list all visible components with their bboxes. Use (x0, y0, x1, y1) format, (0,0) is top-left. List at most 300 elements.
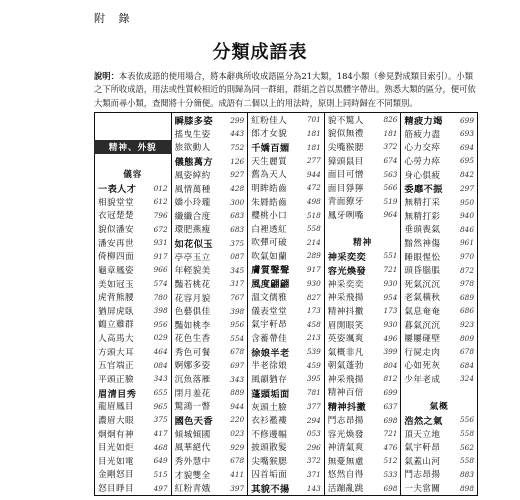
idiom-row (401, 127, 477, 141)
group-lead-idiom-row (172, 113, 248, 127)
idiom-category-table (94, 112, 478, 496)
idiom-text: 鬥志昂揚 (327, 416, 364, 427)
idiom-text: 才貌雙全 (174, 470, 211, 481)
idiom-row (401, 345, 477, 359)
idiom-row (401, 223, 477, 237)
page-number: 889 (230, 388, 245, 398)
idiom-row (248, 168, 324, 182)
page-number: 678 (230, 456, 245, 466)
group-lead-idiom-row (401, 113, 477, 127)
group-lead-idiom-row (172, 236, 248, 250)
idiom-text: 傾城傾國 (174, 429, 211, 440)
page-number: 698 (383, 483, 398, 493)
idiom-text: 悠然自得 (327, 470, 364, 481)
idiom-text: 神采奕奕 (327, 251, 367, 263)
idiom-text: 紅粉青娥 (174, 484, 211, 495)
group-lead-idiom-row (248, 345, 324, 359)
idiom-row (401, 359, 477, 373)
page-number: 377 (306, 402, 321, 412)
idiom-text: 亭亭玉立 (174, 252, 211, 263)
idiom-text: 怒目睜目 (98, 484, 134, 495)
page-number: 515 (153, 469, 168, 479)
idiom-text: 櫻桃小口 (251, 211, 288, 222)
page-number: 397 (230, 483, 245, 493)
idiom-text: 鬥志昂揚 (404, 470, 441, 481)
page-number: 721 (383, 265, 398, 275)
page-number: 929 (230, 442, 245, 452)
page-number: 649 (153, 456, 168, 466)
page-number: 781 (306, 388, 321, 398)
idiom-text: 垂頭喪氣 (404, 225, 441, 236)
page-number: 558 (460, 429, 474, 439)
page-number: 126 (230, 156, 245, 166)
idiom-row (401, 195, 477, 209)
idiom-row (95, 331, 171, 345)
idiom-text: 氣宇軒昂 (404, 443, 441, 454)
page-number: 872 (460, 265, 474, 275)
idiom-row (401, 168, 477, 182)
spacer-row (95, 127, 171, 141)
page-number: 296 (306, 442, 321, 452)
idiom-row (325, 277, 401, 291)
intro-label: 說明： (94, 71, 119, 81)
idiom-row (172, 182, 248, 196)
category-heading: 精神、外貌 (94, 140, 172, 154)
idiom-text: 衣冠楚楚 (98, 211, 134, 222)
table-column (401, 113, 477, 495)
idiom-row (325, 208, 401, 222)
idiom-text: 神采飛揚 (327, 374, 364, 385)
idiom-row (401, 209, 477, 223)
page-number: 459 (306, 360, 321, 370)
page-number: 931 (153, 238, 168, 248)
table-column (248, 113, 325, 495)
page-number: 767 (230, 293, 245, 303)
idiom-text: 死氣沉沉 (404, 279, 441, 290)
page-number: 554 (230, 333, 245, 343)
page-number: 809 (460, 333, 474, 343)
idiom-text: 精神百倍 (327, 388, 364, 399)
idiom-row (325, 454, 401, 468)
idiom-row (95, 413, 171, 427)
idiom-text: 鶴立雞群 (98, 320, 134, 331)
page-number: 956 (230, 320, 245, 330)
idiom-row (325, 195, 401, 209)
idiom-row (95, 372, 171, 386)
page-number: 699 (383, 387, 398, 397)
group-lead-idiom-row (248, 262, 324, 276)
idiom-row (172, 141, 248, 155)
idiom-row (325, 427, 401, 441)
page-number: 087 (230, 252, 245, 262)
page-number: 684 (460, 360, 474, 370)
idiom-row (95, 345, 171, 359)
page-number: 472 (306, 183, 321, 193)
page-number: 683 (230, 224, 245, 234)
idiom-text: 猶屏虎臥 (98, 306, 134, 317)
group-lead-idiom-row (401, 181, 477, 195)
idiom-text: 明眸皓齒 (251, 183, 288, 194)
spacer-row (325, 222, 401, 236)
idiom-row (248, 249, 324, 263)
page-number: 961 (460, 238, 474, 248)
subcategory-heading: 儀容 (123, 170, 143, 181)
group-lead-idiom-row (248, 276, 324, 290)
table-column (95, 113, 172, 495)
idiom-text: 沉魚落雁 (174, 375, 211, 386)
page-number: 846 (460, 224, 474, 234)
idiom-text: 身心俱疲 (404, 170, 441, 181)
idiom-row (248, 427, 324, 441)
idiom-text: 紅粉佳人 (251, 115, 288, 126)
idiom-row (172, 372, 248, 386)
idiom-text: 吹氣如蘭 (251, 251, 288, 262)
idiom-row (172, 291, 248, 305)
idiom-row (248, 440, 324, 454)
idiom-text: 睡眼惺忪 (404, 252, 441, 263)
idiom-text: 色藝俱佳 (174, 307, 211, 318)
idiom-text: 無精打彩 (404, 211, 441, 222)
idiom-text: 白裡透紅 (251, 224, 288, 235)
page-number: 181 (306, 142, 321, 152)
page-number: 689 (460, 292, 474, 302)
page-number: 428 (230, 184, 245, 194)
idiom-row (95, 318, 171, 332)
page-number: 927 (230, 170, 245, 180)
idiom-text: 少年老成 (404, 374, 441, 385)
page-number: 300 (230, 197, 245, 207)
page-number: 686 (460, 306, 474, 316)
page-number: 411 (230, 470, 245, 479)
idiom-row (248, 222, 324, 236)
idiom-text: 一表人才 (98, 184, 137, 196)
page-number: 345 (230, 265, 245, 275)
spacer-row (95, 154, 171, 168)
idiom-text: 一夫當關 (404, 484, 441, 495)
idiom-text: 五官端正 (98, 361, 134, 372)
page-number: 519 (383, 196, 398, 206)
table-column (325, 113, 402, 495)
page-number: 964 (383, 210, 398, 220)
idiom-row (325, 359, 401, 373)
group-lead-idiom-row (95, 386, 171, 400)
idiom-row (248, 372, 324, 386)
idiom-row (248, 304, 324, 318)
subcategory-heading: 氣概 (429, 402, 449, 413)
page-number: 173 (383, 306, 398, 316)
idiom-row (95, 263, 171, 277)
idiom-row (172, 250, 248, 264)
page-number: 173 (306, 306, 321, 316)
idiom-text: 濃眉大眼 (98, 415, 134, 426)
idiom-row (172, 399, 248, 413)
page-number: 220 (230, 415, 245, 425)
idiom-row (325, 127, 401, 141)
idiom-row (172, 441, 248, 455)
idiom-text: 婀娜多姿 (174, 361, 211, 372)
page-number: 944 (230, 401, 245, 411)
idiom-text: 行屍走肉 (404, 347, 441, 358)
idiom-row (172, 468, 248, 482)
idiom-text: 秀外慧中 (174, 456, 211, 467)
page-number: 372 (306, 456, 321, 466)
idiom-row (172, 168, 248, 182)
idiom-text: 金剛怒目 (98, 470, 134, 481)
idiom-row (325, 140, 401, 154)
group-lead-idiom-row (172, 413, 248, 427)
idiom-text: 心勞力瘁 (404, 156, 441, 167)
page-number: 842 (460, 170, 474, 180)
page-number: 721 (383, 429, 398, 439)
group-lead-idiom-row (248, 140, 324, 154)
idiom-text: 鳳牙咧嘴 (327, 210, 364, 221)
idiom-row (172, 332, 248, 346)
idiom-text: 風姿綽約 (174, 170, 211, 181)
idiom-text: 黯然神傷 (404, 238, 441, 249)
page-number: 940 (460, 211, 474, 221)
page-number: 399 (383, 347, 398, 357)
idiom-row (95, 222, 171, 236)
page-number: 917 (153, 251, 168, 261)
idiom-text: 面目可憎 (327, 170, 364, 181)
page-number: 468 (153, 442, 168, 452)
idiom-row (401, 331, 477, 345)
idiom-text: 國色天香 (174, 415, 213, 427)
idiom-row (248, 413, 324, 427)
page-number: 956 (153, 319, 168, 329)
idiom-text: 花容月貌 (174, 293, 211, 304)
page-number: 558 (306, 224, 321, 234)
page-number: 574 (153, 279, 168, 288)
idiom-row (401, 250, 477, 264)
idiom-text: 囚首垢面 (251, 470, 288, 481)
idiom-row (172, 427, 248, 441)
page-number: 796 (153, 210, 168, 220)
page-number: 443 (230, 129, 245, 139)
idiom-row (95, 249, 171, 263)
page-number: 498 (306, 197, 321, 206)
intro-text: 本表依成語的使用場合，將本辭典所收成語區分為21大類，184小類（參見對成類目索引）。小類之下所收成語，用法或性質較相近的則歸為同一群組，群組之首以黑體字帶出。熟悉大類的區分，便可依大類而尋小類，查閱將十分簡便。成語有二個以上的用法時，原則上同時歸在不同類別。 (94, 71, 476, 108)
idiom-row (172, 318, 248, 332)
page-number: 566 (383, 183, 398, 193)
idiom-row (325, 154, 401, 168)
page-number: 023 (230, 429, 245, 439)
page-number: 923 (460, 320, 474, 330)
page-number: 950 (460, 197, 474, 207)
group-lead-idiom-row (95, 181, 171, 195)
idiom-text: 郎才女貌 (251, 129, 288, 140)
idiom-text: 其貌不揚 (251, 484, 290, 496)
page-number: 672 (153, 224, 168, 234)
page-number: 883 (460, 469, 474, 479)
idiom-row (248, 154, 324, 168)
idiom-text: 精神抖擻 (327, 306, 364, 317)
page-number: 533 (383, 469, 398, 479)
idiom-row (325, 481, 401, 495)
idiom-text: 英姿颯爽 (327, 334, 364, 345)
idiom-text: 如花似玉 (174, 239, 213, 251)
idiom-row (172, 222, 248, 236)
page-number: 678 (460, 347, 474, 357)
idiom-text: 披頭散髮 (251, 443, 288, 454)
page-number: 539 (306, 347, 321, 357)
idiom-text: 纖纖合度 (174, 211, 211, 222)
idiom-row (325, 372, 401, 386)
page-number: 343 (153, 374, 168, 384)
idiom-text: 氣宇軒昂 (251, 320, 288, 331)
page-number: 954 (383, 292, 398, 302)
idiom-text: 容光煥發 (327, 265, 367, 277)
idiom-text: 浩然之氣 (404, 415, 443, 427)
page-number: 476 (383, 442, 398, 452)
idiom-text: 眉開眼笑 (327, 320, 364, 331)
idiom-text: 面目猙獰 (327, 183, 364, 194)
idiom-text: 朝氣蓬勃 (327, 361, 364, 372)
idiom-text: 炯炯有神 (98, 429, 134, 440)
idiom-text: 暮氣沉沉 (404, 320, 441, 331)
page-number: 697 (230, 360, 245, 370)
idiom-row (325, 468, 401, 482)
idiom-text: 容光煥發 (327, 429, 364, 440)
idiom-text: 天生麗質 (251, 156, 288, 167)
page-number: 375 (153, 415, 168, 425)
idiom-row (95, 454, 171, 468)
page-number: 518 (306, 210, 321, 220)
idiom-text: 閉月羞花 (174, 388, 211, 399)
spacer-row (95, 113, 171, 127)
idiom-row (95, 195, 171, 209)
idiom-text: 貌似無禮 (327, 129, 364, 140)
page-number: 965 (153, 401, 168, 411)
idiom-row (95, 400, 171, 414)
idiom-text: 環肥燕瘦 (174, 225, 211, 236)
idiom-row (95, 440, 171, 454)
idiom-row (401, 481, 477, 495)
idiom-text: 無憂無慮 (327, 456, 364, 467)
idiom-row (401, 277, 477, 291)
table-column (172, 113, 249, 495)
idiom-row (401, 318, 477, 332)
idiom-text: 氣蓋山河 (404, 456, 441, 467)
page-number: 299 (230, 115, 245, 125)
group-lead-idiom-row (325, 399, 401, 413)
idiom-row (401, 304, 477, 318)
page-number: 181 (306, 128, 321, 138)
idiom-row (325, 386, 401, 400)
idiom-text: 人高馬大 (98, 333, 134, 344)
idiom-text: 屢屢碰壁 (404, 334, 441, 345)
idiom-text: 秀色可餐 (174, 347, 211, 358)
idiom-text: 年輕貌美 (174, 266, 211, 277)
idiom-text: 尖嘴猴腮 (327, 142, 364, 153)
page-number: 371 (306, 469, 321, 479)
idiom-row (95, 236, 171, 250)
idiom-text: 目光如電 (98, 456, 134, 467)
page-number: 214 (306, 237, 321, 247)
page-number: 029 (153, 333, 168, 343)
page-number: 944 (306, 169, 321, 179)
page-number: 930 (306, 278, 321, 288)
group-lead-idiom-row (325, 249, 401, 263)
page-number: 812 (383, 374, 398, 384)
idiom-row (172, 386, 248, 400)
idiom-row (172, 481, 248, 495)
idiom-text: 心如死灰 (404, 361, 441, 372)
page-number: 372 (383, 142, 398, 152)
idiom-row (248, 400, 324, 414)
idiom-row (172, 195, 248, 209)
idiom-text: 氣概非凡 (327, 347, 364, 358)
page-number: 694 (460, 142, 474, 152)
idiom-row (248, 235, 324, 249)
group-lead-idiom-row (172, 154, 248, 168)
page-number: 898 (460, 483, 474, 493)
page-number: 930 (383, 279, 398, 289)
idiom-text: 含蓄帶佳 (251, 333, 288, 344)
group-lead-idiom-row (401, 413, 477, 427)
page-number: 053 (306, 429, 321, 439)
page-number: 181 (383, 128, 398, 138)
page-number: 563 (383, 169, 398, 179)
idiom-text: 朱脣皓齒 (251, 197, 288, 208)
spacer-row (401, 386, 477, 400)
page-number: 317 (230, 279, 245, 289)
page-number: 512 (383, 456, 398, 466)
page-number: 826 (383, 115, 398, 125)
idiom-text: 頂天立地 (404, 429, 441, 440)
page-number: 970 (460, 252, 474, 262)
idiom-text: 嬌小玲瓏 (174, 198, 211, 209)
idiom-text: 驚鴻一瞥 (174, 402, 211, 413)
idiom-text: 青面獠牙 (327, 197, 364, 208)
idiom-row (95, 358, 171, 372)
page-number: 930 (383, 320, 398, 330)
idiom-row (172, 209, 248, 223)
idiom-row (325, 318, 401, 332)
idiom-row (325, 113, 401, 127)
page-number: 698 (383, 415, 398, 425)
idiom-text: 蓬頭垢面 (251, 388, 290, 400)
page-number: 612 (153, 197, 168, 207)
group-lead-idiom-row (248, 386, 324, 400)
idiom-row (172, 264, 248, 278)
page-number: 780 (153, 292, 168, 302)
idiom-text: 花色生香 (174, 334, 211, 345)
idiom-row (325, 167, 401, 181)
idiom-text: 委靡不振 (404, 184, 443, 196)
idiom-text: 千嬌百媚 (251, 143, 290, 155)
idiom-text: 風韻猶存 (251, 374, 288, 385)
page-number: 655 (153, 388, 168, 398)
idiom-row (248, 290, 324, 304)
page-number: 752 (230, 142, 245, 152)
idiom-row (248, 454, 324, 468)
idiom-row (401, 291, 477, 305)
page-number: 398 (153, 306, 168, 316)
idiom-text: 風華絕代 (174, 443, 211, 454)
idiom-text: 美如冠玉 (98, 279, 134, 290)
idiom-text: 活蹦亂跳 (327, 484, 364, 495)
page-number: 562 (460, 442, 474, 452)
idiom-row (325, 331, 401, 345)
idiom-text: 不修邊幅 (251, 429, 288, 440)
idiom-row (172, 345, 248, 359)
page-number: 289 (306, 251, 321, 261)
idiom-row (401, 154, 477, 168)
idiom-text: 老氣橫秋 (404, 293, 441, 304)
page-number: 701 (306, 115, 321, 125)
idiom-row (248, 331, 324, 345)
